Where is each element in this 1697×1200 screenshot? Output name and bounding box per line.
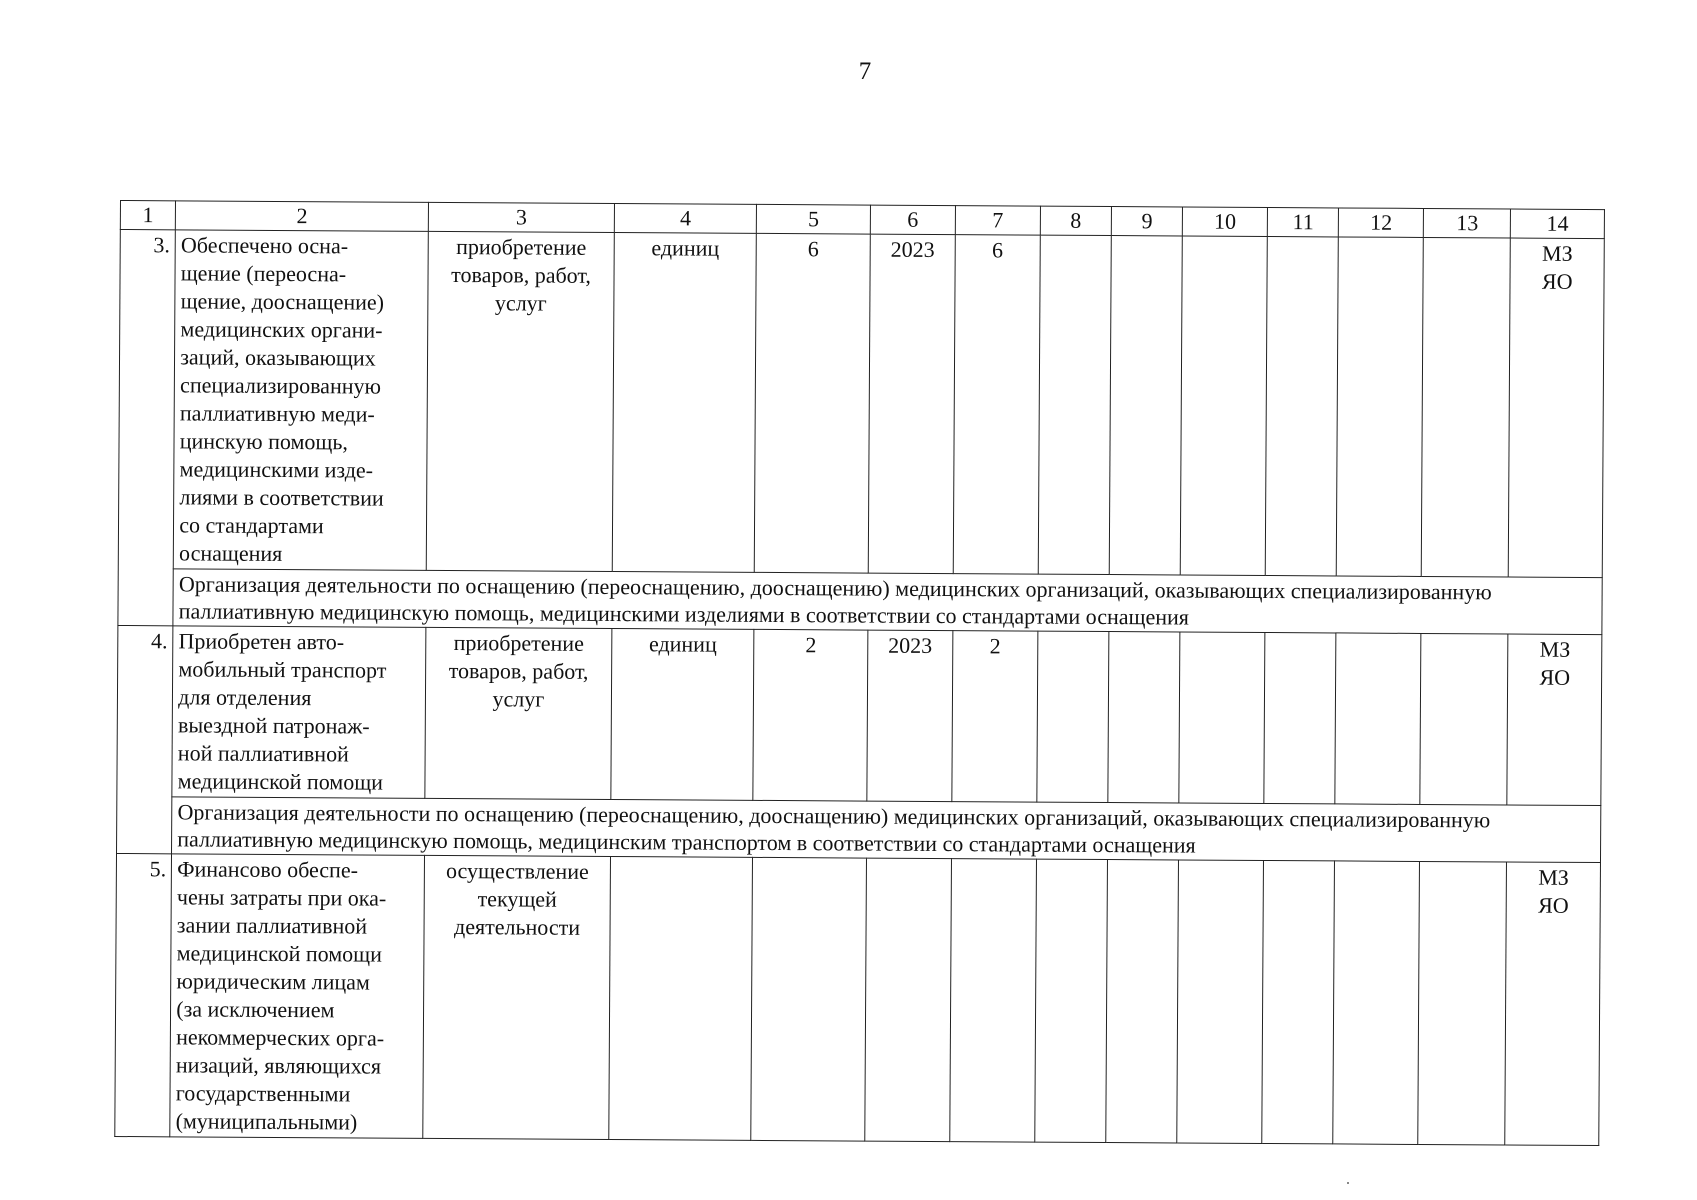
value-cell: 6: [953, 235, 1040, 575]
unit-cell: единиц: [611, 629, 754, 801]
scan-speck: [1347, 1182, 1349, 1184]
type-cell: приобретение товаров, работ, услуг: [426, 231, 614, 571]
value-cell: 2: [952, 631, 1038, 803]
empty-cell: [1264, 633, 1336, 804]
empty-cell: [1265, 237, 1338, 576]
row-number: 4.: [117, 625, 174, 853]
plan-table: [114, 200, 1605, 1146]
empty-cell: [1420, 633, 1508, 805]
empty-cell: [1337, 237, 1424, 577]
base-value-cell: [751, 857, 866, 1141]
description-cell: Организация деятельности по оснащению (переоснащению, дооснащению) медицинских организаций, оказывающих специализированную паллиативную медицинскую помощь, медицинским транспортом в соответствии со стандартами оснащения: [172, 797, 1601, 863]
year-cell: 2023: [868, 234, 955, 574]
header-cell: 1: [120, 201, 175, 230]
responsible-cell: МЗ ЯО: [1507, 634, 1602, 806]
responsible-cell: МЗ ЯО: [1509, 238, 1605, 578]
header-cell: 3: [428, 202, 614, 232]
header-cell: 7: [955, 206, 1040, 236]
header-cell: 14: [1511, 209, 1605, 239]
header-cell: 6: [870, 205, 955, 235]
empty-cell: [1038, 235, 1111, 574]
description-row: [117, 796, 1601, 862]
header-cell: 4: [614, 204, 757, 234]
result-cell: Приобретен авто- мобильный транспорт для отделения выездной патронаж- ной паллиативной медицинской помощи: [172, 626, 426, 799]
empty-cell: [1179, 632, 1265, 804]
empty-cell: [1037, 631, 1109, 802]
header-cell: 5: [757, 204, 871, 234]
value-cell: [950, 859, 1037, 1143]
header-cell: 11: [1267, 208, 1338, 237]
row-number: 5.: [115, 853, 172, 1136]
description-row: [118, 568, 1602, 634]
result-cell: Обеспечено осна- щение (переосна- щение, дооснащение) медицинских органи- заций, оказывающих специализированную паллиативную меди- цинскую помощь, медицинскими изде- лиями в соответствии со стандартами оснащения: [173, 230, 428, 571]
empty-cell: [1177, 860, 1264, 1144]
header-cell: 9: [1111, 207, 1182, 236]
base-value-cell: 6: [755, 233, 871, 573]
header-cell: 8: [1040, 206, 1111, 235]
page-number: 7: [858, 58, 872, 85]
header-cell: 10: [1183, 207, 1268, 237]
empty-cell: [1035, 859, 1108, 1142]
empty-cell: [1106, 860, 1179, 1143]
empty-cell: [1180, 236, 1267, 576]
table-row: [117, 625, 1602, 805]
empty-cell: [1333, 861, 1420, 1145]
responsible-cell: МЗ ЯО: [1505, 862, 1600, 1146]
row-number: 3.: [118, 230, 176, 626]
unit-cell: [609, 857, 753, 1141]
header-cell: 13: [1424, 208, 1511, 238]
empty-cell: [1418, 861, 1507, 1145]
header-cell: 12: [1339, 208, 1424, 238]
table-row: [115, 853, 1601, 1145]
empty-cell: [1109, 236, 1182, 575]
header-cell: 2: [176, 201, 429, 232]
empty-cell: [1422, 237, 1511, 577]
type-cell: приобретение товаров, работ, услуг: [425, 627, 612, 799]
empty-cell: [1262, 860, 1335, 1143]
unit-cell: единиц: [612, 233, 756, 573]
base-value-cell: 2: [753, 629, 868, 801]
year-cell: 2023: [867, 630, 953, 802]
year-cell: [865, 858, 952, 1142]
empty-cell: [1335, 633, 1421, 805]
empty-cell: [1108, 632, 1180, 803]
description-cell: Организация деятельности по оснащению (переоснащению, дооснащению) медицинских организаций, оказывающих специализированную паллиативную медицинскую помощь, медицинскими изделиями в соответствии со стандартами оснащения: [173, 569, 1602, 635]
result-cell: Финансово обеспе- чены затраты при ока- зании паллиативной медицинской помощи юридическим лицам (за исключением некоммерческих орга- низаций, являющихся государственными (муниципальными): [170, 854, 425, 1139]
table-row: [118, 230, 1604, 578]
type-cell: осуществление текущей деятельности: [423, 855, 611, 1139]
